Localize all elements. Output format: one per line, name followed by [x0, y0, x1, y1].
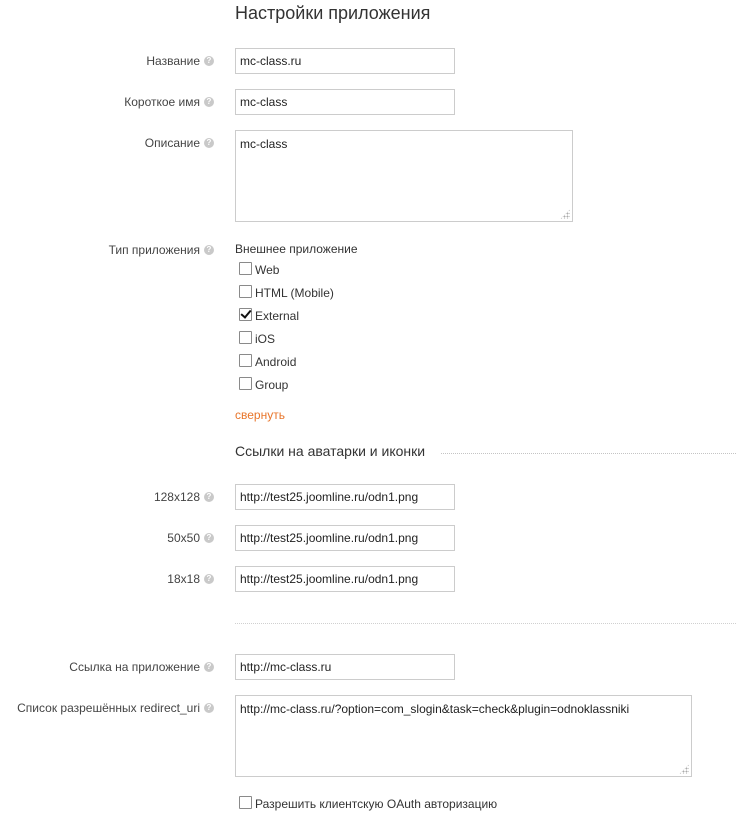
checkbox-html-mobile[interactable]	[239, 285, 252, 298]
name-label: Название	[146, 54, 200, 68]
icon-128-input[interactable]: http://test25.joomline.ru/odn1.png	[235, 484, 455, 510]
short-name-input[interactable]: mc-class	[235, 89, 455, 115]
checkbox-android-label: Android	[255, 355, 297, 369]
description-label: Описание	[144, 136, 200, 150]
checkbox-group-label: Group	[255, 378, 289, 392]
checkbox-web-label: Web	[255, 263, 280, 277]
question-mark-icon[interactable]: ?	[204, 138, 214, 148]
section-divider-line	[441, 453, 736, 454]
checkbox-web[interactable]	[239, 262, 252, 275]
icon-18-input[interactable]: http://test25.joomline.ru/odn1.png	[235, 566, 455, 592]
icon-128-label: 128x128	[153, 490, 200, 504]
icon-50-label: 50x50	[167, 531, 200, 545]
icon-18-label: 18x18	[167, 572, 200, 586]
question-mark-icon[interactable]: ?	[204, 56, 214, 66]
question-mark-icon[interactable]: ?	[204, 533, 214, 543]
checkbox-oauth[interactable]	[239, 796, 252, 809]
checkbox-external[interactable]	[239, 308, 252, 321]
name-input[interactable]: mc-class.ru	[235, 48, 455, 74]
checkbox-external-label: External	[255, 309, 300, 323]
app-type-label: Тип приложения	[108, 243, 200, 257]
question-mark-icon[interactable]: ?	[204, 574, 214, 584]
question-mark-icon[interactable]: ?	[204, 245, 214, 255]
redirect-uri-textarea[interactable]	[235, 695, 692, 777]
description-textarea[interactable]	[235, 130, 573, 222]
app-link-label: Ссылка на приложение	[69, 660, 200, 674]
short-name-label: Короткое имя	[124, 95, 200, 109]
question-mark-icon[interactable]: ?	[204, 97, 214, 107]
icon-50-input[interactable]: http://test25.joomline.ru/odn1.png	[235, 525, 455, 551]
redirect-uri-text: http://mc-class.ru/?option=com_slogin&task=check&plugin=odnoklassniki	[240, 702, 630, 716]
collapse-link[interactable]: свернуть	[235, 408, 285, 422]
resize-grip-icon[interactable]	[679, 764, 689, 774]
checkbox-ios[interactable]	[239, 331, 252, 344]
question-mark-icon[interactable]: ?	[204, 662, 214, 672]
checkbox-html-mobile-label: HTML (Mobile)	[255, 286, 334, 300]
checkbox-group[interactable]	[239, 377, 252, 390]
description-text: mc-class	[240, 137, 288, 151]
app-type-subtitle: Внешнее приложение	[235, 242, 358, 256]
checkbox-oauth-label: Разрешить клиентскую OAuth авторизацию	[255, 797, 498, 811]
checkbox-ios-label: iOS	[255, 332, 276, 346]
page-title: Настройки приложения	[235, 3, 431, 23]
redirect-uri-label: Список разрешённых redirect_uri	[17, 701, 200, 715]
section-divider	[235, 623, 736, 624]
question-mark-icon[interactable]: ?	[204, 703, 214, 713]
app-link-input[interactable]: http://mc-class.ru	[235, 654, 455, 680]
resize-grip-icon[interactable]	[560, 209, 570, 219]
icons-section-title: Ссылки на аватарки и иконки	[235, 443, 431, 459]
checkbox-android[interactable]	[239, 354, 252, 367]
question-mark-icon[interactable]: ?	[204, 492, 214, 502]
